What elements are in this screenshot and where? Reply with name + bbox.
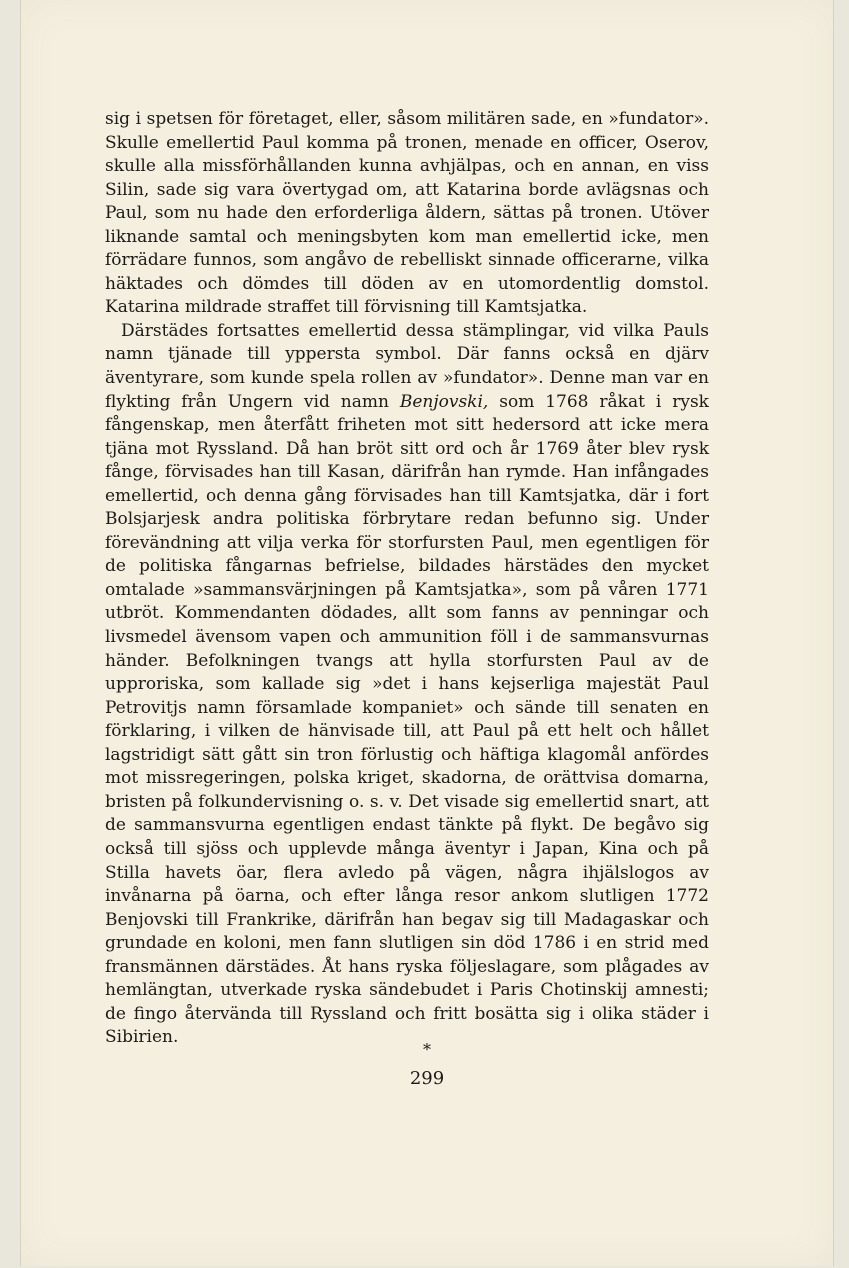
book-page xyxy=(20,0,834,1266)
page-number: 299 xyxy=(409,1068,445,1089)
paragraph-1 xyxy=(105,108,709,320)
body-text xyxy=(105,108,709,1050)
paragraph-2-text-a: Därstädes fortsattes emellertid dessa stämplingar, vid vilka Pauls namn tjänade till yppersta symbol. Där fanns också en djärv äventyrare, som kunde spela rollen av »fundator». Denne man var en flykting från Ungern vid namn xyxy=(105,320,709,412)
paragraph-2 xyxy=(105,320,709,1050)
benjovski-name: Benjovski, xyxy=(399,391,489,412)
paragraph-1-text: sig i spetsen för företaget, eller, såsom militären sade, en »fundator». Skulle emellertid Paul komma på tronen, menade en officer, Oserov, skulle alla missförhållanden kunna avhjälpas, och en annan, en viss Silin, sade sig vara övertygad om, att Katarina borde avlägsnas och Paul, som nu hade den erforderliga åldern, sättas på tronen. Utöver liknande samtal och meningsbyten kom man emellertid icke, men förrädare funnos, som angåvo de rebelliskt sinnade officerarne, vilka häktades och dömdes till döden av en utomordentlig domstol. Katarina mildrade straffet till förvisning till Kamtsjatka. xyxy=(105,109,709,318)
paragraph-2-text-b: som 1768 råkat i rysk fångenskap, men återfått friheten mot sitt hedersord att icke mera tjäna mot Ryssland. Då han bröt sitt ord och år 1769 åter blev rysk fånge, förvisades han till Kasan, därifrån han rymde. Han infångades emellertid, och denna gång förvisades han till Kamtsjatka, där i fort Bolsjarjesk andra politiska förbrytare redan befunno sig. Under förevändning att vilja verka för storfursten Paul, men egentligen för de politiska fångarnas befrielse, bildades härstädes den mycket omtalade »sammansvärjningen på Kamtsjatka», som på våren 1771 utbröt. Kommendanten dödades, allt som fanns av penningar och livsmedel ävensom vapen och ammunition föll i de sammansvurnas händer. Befolkningen tvangs att hylla storfursten Paul av de upproriska, som kallade sig »det i hans kejserliga majestät Paul Petrovitjs namn församlade kompaniet» och sände till senaten en förklaring, i vilken de hänvisade till, att Paul på ett helt och hållet lagstridigt sätt gått sin tron förlustig och häftiga klagomål anfördes mot missregeringen, polska kriget, skadorna, de orättvisa domarna, bristen på folkundervisning o. s. v. Det visade sig emellertid snart, att de sammansvurna egentligen endast tänkte på flykt. De begåvo sig också till sjöss och upplevde många äventyr i Japan, Kina och på Stilla havets öar, flera avledo på vägen, några ihjälslogos av invånarna på öarna, och efter långa resor ankom slutligen 1772 Benjovski till Frankrike, därifrån han begav sig till Madagaskar och grundade en koloni, men fann slutligen sin död 1786 i en strid med fransmännen därstädes. Åt hans ryska följeslagare, som plågades av hemlängtan, utverkade ryska sändebudet i Paris Chotinskij amnesti; de fingo återvända till Ryssland och fritt bosätta sig i olika städer i Sibirien. xyxy=(105,391,709,1048)
section-separator: * xyxy=(423,1040,431,1059)
